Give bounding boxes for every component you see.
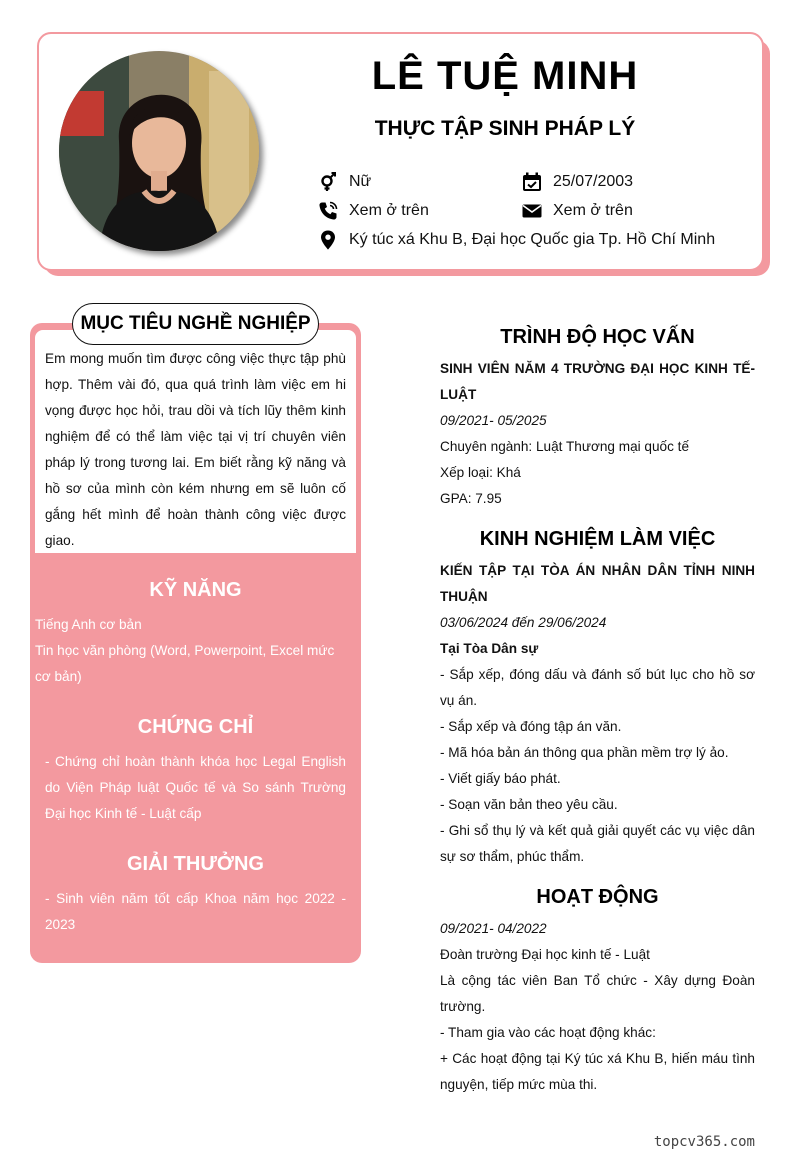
gender-value: Nữ: [349, 173, 372, 190]
candidate-name: LÊ TUỆ MINH: [371, 54, 639, 98]
skill-item: Tin học văn phòng (Word, Powerpoint, Excel mức cơ bản): [35, 643, 335, 684]
objective-text: Em mong muốn tìm được công việc thực tập phù hợp. Thêm vài đó, qua quá trình làm việc em hi vọng được học hỏi, trau dồi và tích lũy thêm kinh nghiệm để có thể làm việc tại vị trí chuyên viên pháp lý trong tương lai. Em biết rằng kỹ năng và hồ sơ của mình còn kém nhưng em sẽ luôn cố gắng hết mình để hoàn thành công việc được giao.: [45, 351, 346, 548]
activities-block: [440, 916, 755, 1098]
experience-task: - Sắp xếp, đóng dấu và đánh số bút lục cho hồ sơ vụ án.: [440, 667, 755, 708]
email-value: Xem ở trên: [553, 202, 633, 219]
education-major: Chuyên ngành: Luật Thương mại quốc tế: [440, 439, 690, 454]
activities-role: Là cộng tác viên Ban Tổ chức - Xây dựng Đoàn trường.: [440, 973, 755, 1014]
phone-value: Xem ở trên: [349, 202, 429, 219]
birthdate-row: [522, 172, 633, 192]
phone-icon: [318, 201, 338, 221]
skills-title: KỸ NĂNG: [149, 579, 242, 601]
experience-task: - Soạn văn bản theo yêu cầu.: [440, 797, 618, 812]
education-block: [440, 356, 755, 512]
skills-list: [35, 612, 351, 690]
objective-title: MỤC TIÊU NGHỀ NGHIỆP: [72, 303, 319, 345]
certificates-text: - Chứng chỉ hoàn thành khóa học Legal English do Viện Pháp luật Quốc tế và So sánh Trường Đại học Kinh tế - Luật cấp: [45, 754, 346, 821]
location-pin-icon: [318, 230, 338, 250]
experience-task: - Ghi sổ thụ lý và kết quả giải quyết các vụ việc dân sự sơ thẩm, phúc thẩm.: [440, 823, 755, 864]
education-school: SINH VIÊN NĂM 4 TRƯỜNG ĐẠI HỌC KINH TẾ- LUẬT: [440, 361, 755, 402]
experience-task: - Sắp xếp và đóng tập án văn.: [440, 719, 622, 734]
address-row: [318, 230, 715, 250]
experience-department: Tại Tòa Dân sự: [440, 641, 539, 656]
envelope-icon: [522, 201, 542, 221]
avatar: [59, 51, 259, 251]
education-period: 09/2021- 05/2025: [440, 413, 547, 428]
education-rank: Xếp loại: Khá: [440, 465, 521, 480]
address-value: Ký túc xá Khu B, Đại học Quốc gia Tp. Hồ Chí Minh: [349, 231, 716, 248]
activities-period: 09/2021- 04/2022: [440, 921, 547, 936]
calendar-icon: [522, 172, 542, 192]
education-title: TRÌNH ĐỘ HỌC VẤN: [500, 326, 695, 348]
gender-icon: [318, 172, 338, 192]
certificates-title: CHỨNG CHỈ: [137, 716, 254, 738]
awards-text: - Sinh viên năm tốt cấp Khoa năm học 2022 - 2023: [45, 891, 346, 932]
activities-other: + Các hoạt động tại Ký túc xá Khu B, hiến máu tình nguyện, tiếp mức mùa thi.: [440, 1051, 755, 1092]
email-row: [522, 201, 633, 221]
experience-block: [440, 558, 755, 870]
experience-task: - Viết giấy báo phát.: [440, 771, 561, 786]
activities-title: HOẠT ĐỘNG: [536, 886, 659, 908]
experience-task: - Mã hóa bản án thông qua phần mềm trợ lý ảo.: [440, 745, 729, 760]
phone-row: [318, 201, 429, 221]
activities-org: Đoàn trường Đại học kinh tế - Luật: [440, 947, 650, 962]
education-gpa: GPA: 7.95: [440, 491, 502, 506]
experience-period: 03/06/2024 đến 29/06/2024: [440, 615, 607, 630]
birthdate-value: 25/07/2003: [553, 173, 634, 190]
experience-title: KINH NGHIỆM LÀM VIỆC: [479, 528, 716, 550]
gender-row: [318, 172, 371, 192]
skill-item: Tiếng Anh cơ bản: [35, 617, 142, 632]
experience-position: KIẾN TẬP TẠI TÒA ÁN NHÂN DÂN TỈNH NINH THUẬN: [440, 563, 755, 604]
watermark: topcv365.com: [653, 1134, 755, 1150]
awards-title: GIẢI THƯỞNG: [127, 853, 264, 875]
activities-other-intro: - Tham gia vào các hoạt động khác:: [440, 1025, 656, 1040]
candidate-role: THỰC TẬP SINH PHÁP LÝ: [374, 117, 636, 140]
